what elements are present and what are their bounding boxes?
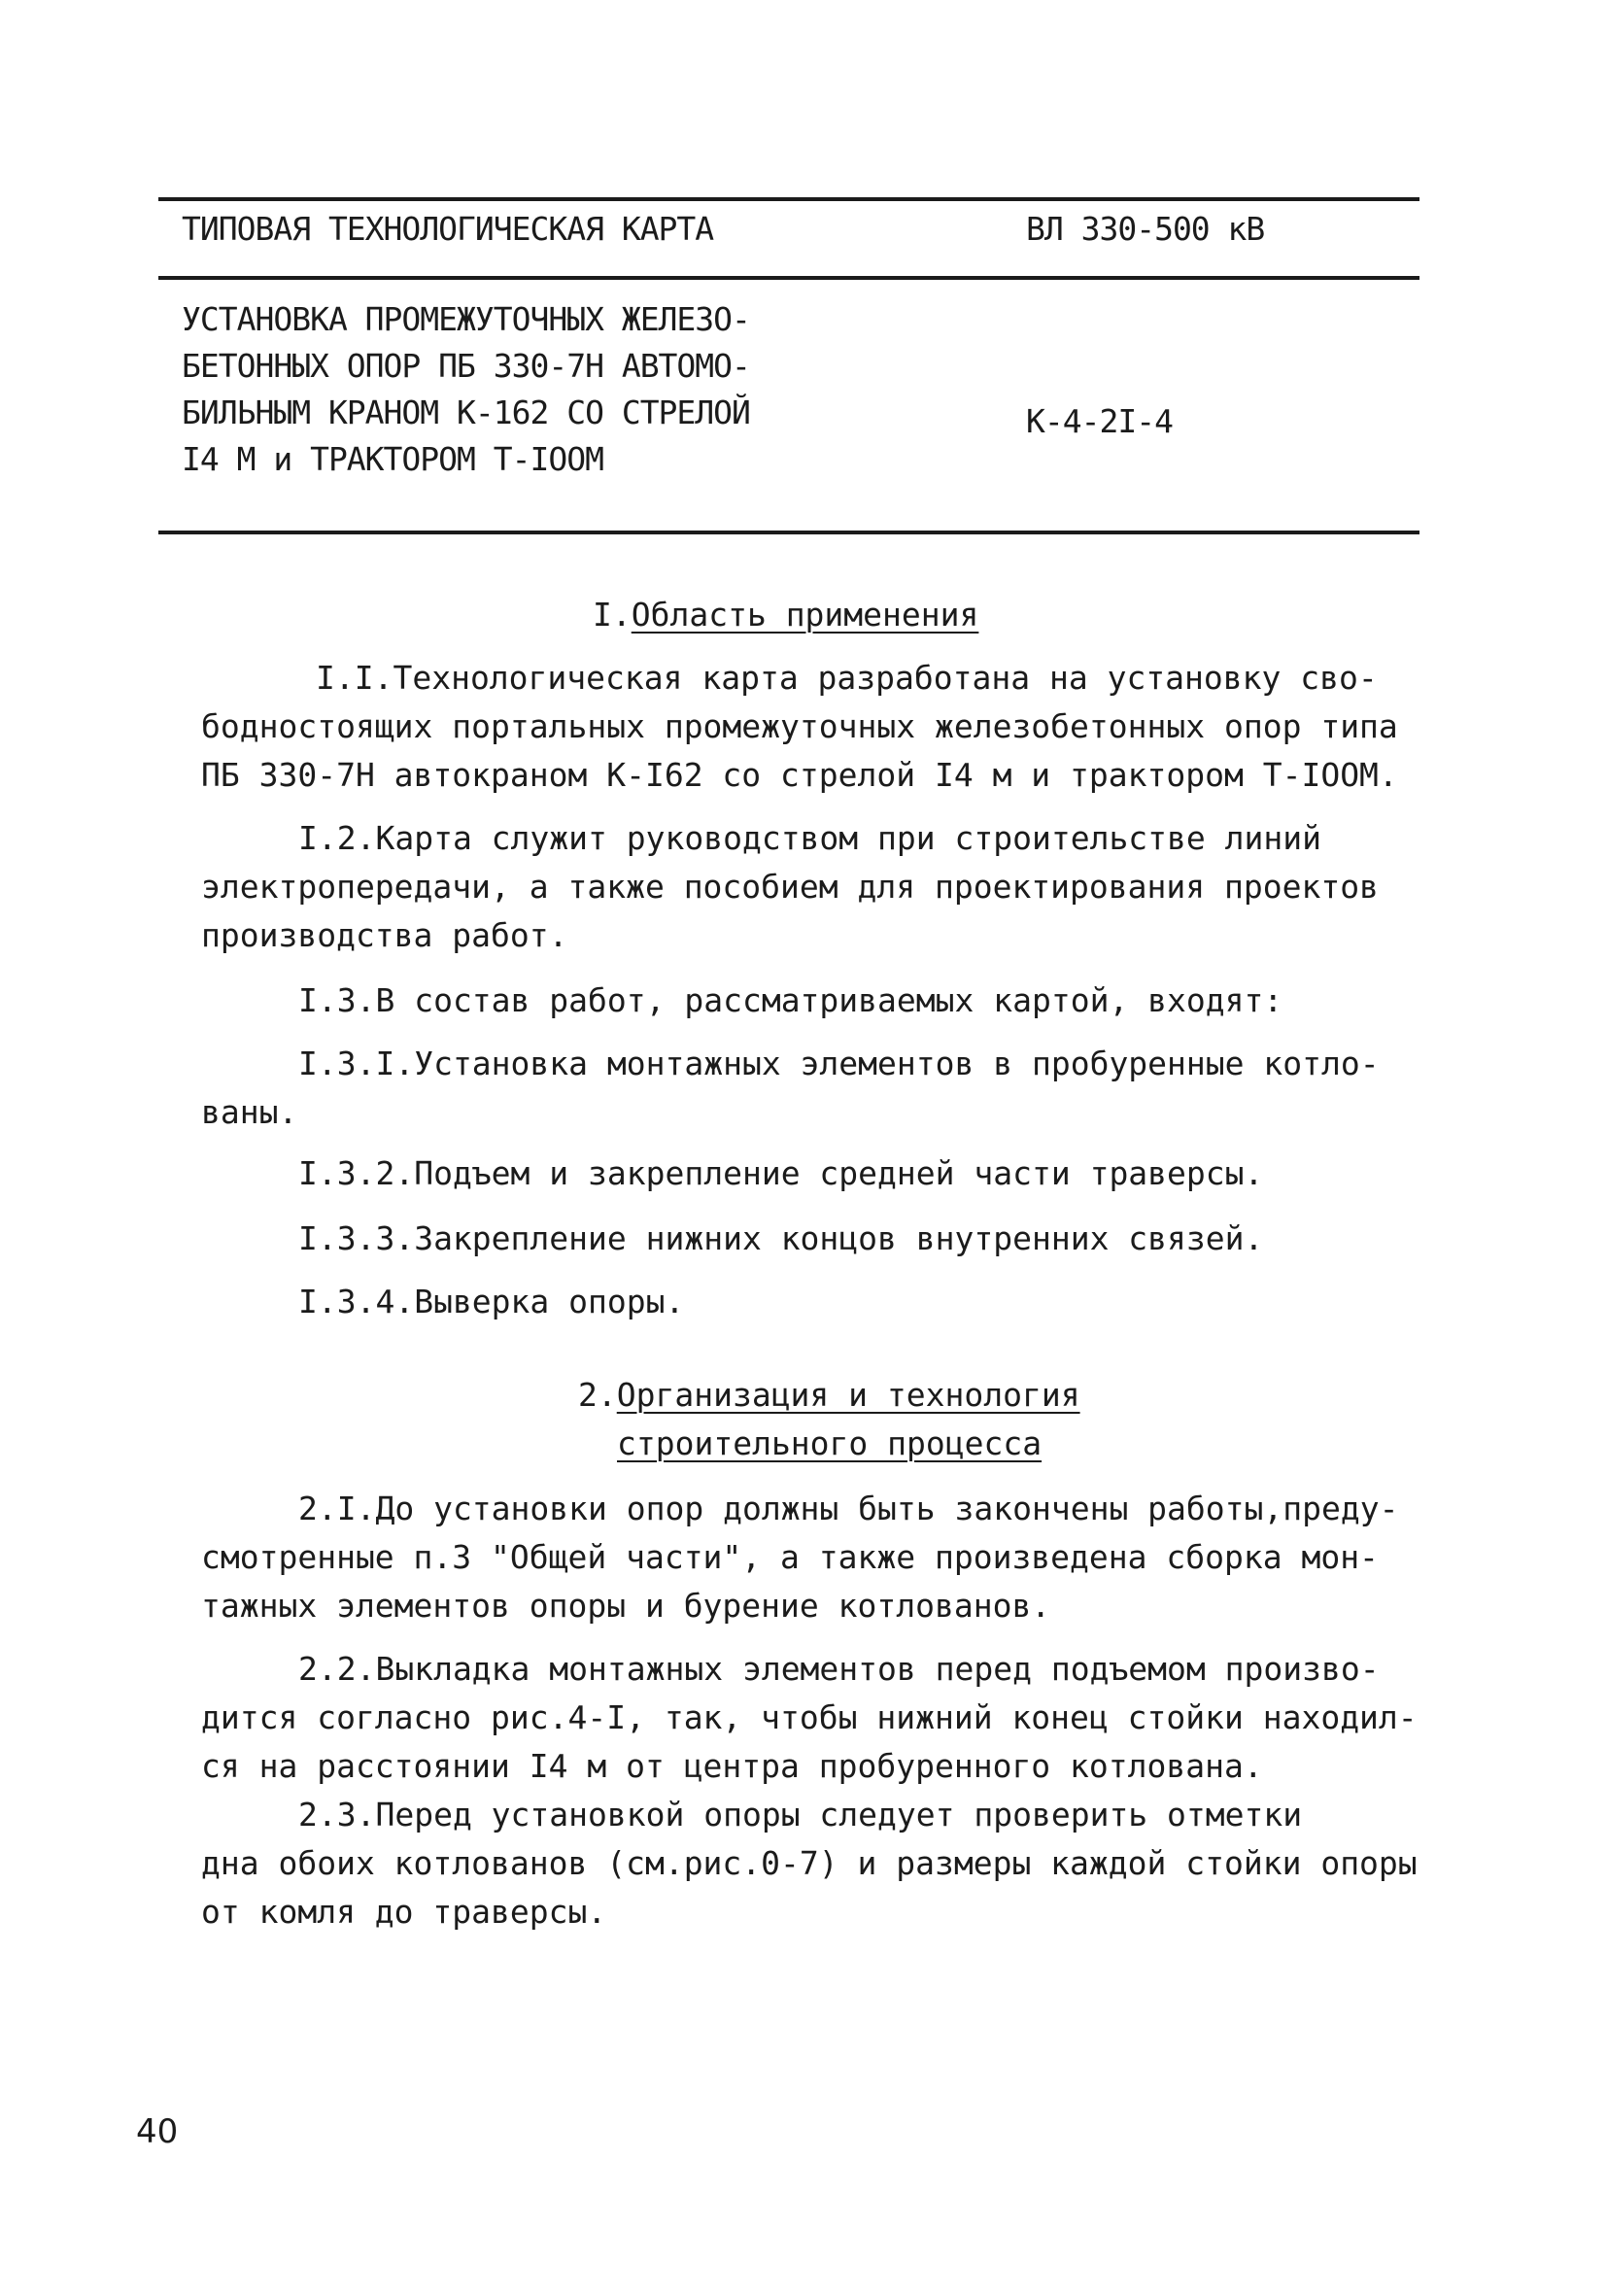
section-2-body	[201, 1791, 1454, 1936]
section-2-heading-line-2	[617, 1421, 1042, 1467]
section-2-number: 2.	[578, 1376, 617, 1414]
title-line: БЕТОННЫХ ОПОР ПБ 330-7Н АВТОМО-	[182, 347, 750, 385]
title-line: БИЛЬНЫМ КРАНОМ К-162 СО СТРЕЛОЙ	[182, 394, 750, 431]
section-1-body	[201, 1040, 1454, 1137]
paragraph-line: I.3.I.Установка монтажных элементов в пробуренные котло-	[298, 1045, 1380, 1082]
paragraph-line: производства работ.	[201, 916, 568, 954]
paragraph-line: I.3.В состав работ, рассматриваемых картой, входят:	[298, 981, 1283, 1019]
paragraph-line: 2.2.Выкладка монтажных элементов перед подъемом произво-	[298, 1650, 1380, 1688]
paragraph-line: дится согласно рис.4-I, так, чтобы нижний конец стойки находил-	[201, 1698, 1418, 1736]
section-2-title: Организация и технология	[616, 1376, 1080, 1414]
document-type-label: ТИПОВАЯ ТЕХНОЛОГИЧЕСКАЯ КАРТА	[182, 210, 714, 248]
paragraph-line: I.3.2.Подъем и закрепление средней части траверсы.	[298, 1154, 1264, 1192]
paragraph-line: от комля до траверсы.	[201, 1893, 607, 1931]
title-line: I4 М и ТРАКТОРОМ Т-IOOM	[182, 440, 603, 478]
card-code: К-4-2I-4	[1026, 402, 1173, 440]
paragraph-line: I.I.Технологическая карта разработана на установку сво-	[316, 659, 1378, 697]
section-1-body	[201, 1149, 1454, 1198]
page-number: 40	[136, 2112, 179, 2151]
paragraph-line: смотренные п.3 "Общей части", а также произведена сборка мон-	[201, 1538, 1379, 1576]
section-1-body	[201, 814, 1454, 960]
section-1-body	[201, 1215, 1454, 1263]
section-2-heading	[578, 1372, 1080, 1419]
title-line: УСТАНОВКА ПРОМЕЖУТОЧНЫХ ЖЕЛЕЗО-	[182, 300, 750, 338]
section-1-title: Область применения	[631, 596, 979, 634]
section-1-number: I.	[593, 596, 632, 634]
header-bottom-rule	[158, 531, 1419, 534]
header-middle-rule	[158, 276, 1419, 280]
section-1-body	[201, 654, 1454, 800]
voltage-class-label: ВЛ 330-500 кВ	[1026, 210, 1265, 248]
paragraph-line: I.2.Карта служит руководством при строительстве линий	[298, 819, 1321, 857]
header-top-rule	[158, 197, 1419, 201]
section-2-body	[201, 1645, 1454, 1791]
document-title	[182, 296, 750, 483]
paragraph-line: электропередачи, а также пособием для проектирования проектов	[201, 868, 1379, 906]
section-2-body	[201, 1485, 1454, 1630]
paragraph-line: бодностоящих портальных промежуточных железобетонных опор типа	[201, 707, 1398, 745]
section-1-heading	[593, 592, 978, 638]
section-1-body	[201, 1278, 1454, 1326]
paragraph-line: 2.I.До установки опор должны быть закончены работы,преду-	[298, 1490, 1399, 1527]
section-1-body	[201, 977, 1454, 1025]
section-2-title-continued: строительного процесса	[617, 1424, 1043, 1462]
paragraph-line: тажных элементов опоры и бурение котлованов.	[201, 1587, 1051, 1625]
paragraph-line: I.3.3.Закрепление нижних концов внутренних связей.	[298, 1219, 1264, 1257]
paragraph-line: дна обоих котлованов (см.рис.0-7) и размеры каждой стойки опоры	[201, 1844, 1418, 1882]
paragraph-line: ПБ 330-7Н автокраном К-I62 со стрелой I4 м и трактором Т-IOOМ.	[201, 756, 1398, 794]
paragraph-line: ваны.	[201, 1093, 298, 1131]
paragraph-line: I.3.4.Выверка опоры.	[298, 1283, 685, 1320]
paragraph-line: ся на расстоянии I4 м от центра пробуренного котлована.	[201, 1747, 1263, 1785]
paragraph-line: 2.3.Перед установкой опоры следует проверить отметки	[298, 1796, 1303, 1833]
